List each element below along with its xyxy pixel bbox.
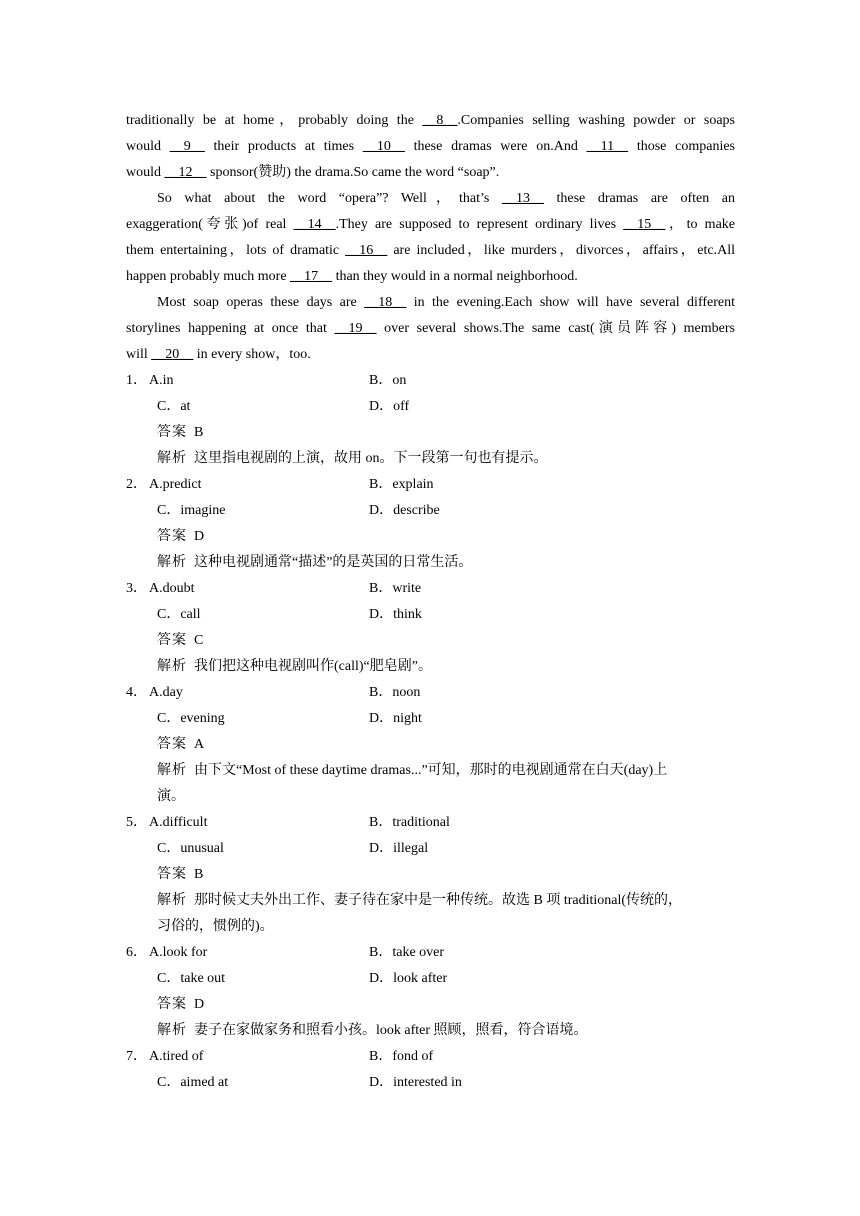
passage-line: will __20__ in every show，too. (126, 347, 311, 362)
analysis-text: 这种电视剧通常“描述”的是英国的日常生活。 (194, 555, 473, 570)
question-3-analysis (157, 654, 737, 680)
answer-value: D (194, 997, 205, 1012)
question-4-analysis (157, 758, 737, 810)
option-b: B．take over (369, 945, 445, 960)
analysis-text-continued: 习俗的，惯例的)。 (157, 919, 274, 934)
option-c: C．call (157, 607, 201, 622)
blank-11: __11__ (586, 139, 629, 154)
analysis-text: 由下文“Most of these daytime dramas...”可知，那时的电视剧通常在白天(day)上 (194, 763, 668, 778)
blank-19: __19__ (334, 321, 377, 336)
blank-14: __14__ (293, 217, 336, 232)
option-a: A.look for (149, 945, 208, 960)
answer-label: 答案 (157, 529, 187, 544)
option-d: D．night (369, 711, 422, 726)
question-6-options-cd (126, 966, 746, 992)
option-b: B．on (369, 373, 407, 388)
option-d: D．off (369, 399, 410, 414)
question-5-options-cd (126, 836, 746, 862)
option-d: D．describe (369, 503, 440, 518)
answer-value: A (194, 737, 205, 752)
analysis-text: 我们把这种电视剧叫作(call)“肥皂剧”。 (194, 659, 432, 674)
option-c: C．evening (157, 711, 225, 726)
question-3-options-ab (126, 576, 746, 602)
question-5-analysis (157, 888, 737, 940)
passage-line: So what about the word “opera”? Well，that’s __13__ these dramas are often an (157, 191, 736, 206)
question-number: 3． (126, 581, 147, 596)
blank-15: __15__ (623, 217, 666, 232)
option-b: B．write (369, 581, 422, 596)
blank-10: __10__ (362, 139, 405, 154)
analysis-label: 解析 (157, 893, 187, 908)
passage-line: would __9__ their products at times __10__ these dramas were on.And __11__ those companies (126, 139, 736, 154)
option-c: C．at (157, 399, 191, 414)
option-b: B．explain (369, 477, 434, 492)
option-a: A.predict (149, 477, 202, 492)
question-4-options-ab (126, 680, 746, 706)
question-7-options-cd (126, 1070, 746, 1096)
answer-label: 答案 (157, 425, 187, 440)
answer-label: 答案 (157, 867, 187, 882)
question-number: 5． (126, 815, 147, 830)
option-d: D．think (369, 607, 422, 622)
analysis-text-continued: 演。 (157, 789, 185, 804)
blank-17: __17__ (290, 269, 333, 284)
question-number: 7． (126, 1049, 147, 1064)
analysis-label: 解析 (157, 555, 187, 570)
option-b: B．traditional (369, 815, 450, 830)
passage-line: them entertaining，lots of dramatic __16__ are included，like murders，divorces，affairs，etc.All (126, 243, 735, 258)
blank-13: __13__ (501, 191, 544, 206)
blank-20: __20__ (151, 347, 194, 362)
option-a: A.doubt (149, 581, 195, 596)
passage-paragraph-2 (126, 186, 735, 290)
answer-value: B (194, 867, 204, 882)
question-4-options-cd (126, 706, 746, 732)
question-number: 4． (126, 685, 147, 700)
option-a: A.in (149, 373, 174, 388)
blank-16: __16__ (345, 243, 388, 258)
analysis-text: 那时候丈夫外出工作、妻子待在家中是一种传统。故选 B 项 traditional(传统的， (194, 893, 683, 908)
answer-label: 答案 (157, 737, 187, 752)
blank-8: __8__ (422, 113, 458, 128)
analysis-label: 解析 (157, 659, 187, 674)
question-5-options-ab (126, 810, 746, 836)
question-2-options-cd (126, 498, 746, 524)
option-d: D．illegal (369, 841, 429, 856)
blank-9: __9__ (169, 139, 205, 154)
question-1-options-cd (126, 394, 746, 420)
passage-line: would __12__ sponsor(赞助) the drama.So came the word “soap”. (126, 165, 500, 180)
option-d: D．look after (369, 971, 448, 986)
question-6-answer (126, 992, 746, 1018)
option-c: C．take out (157, 971, 226, 986)
blank-18: __18__ (364, 295, 407, 310)
question-7-options-ab (126, 1044, 746, 1070)
question-1-answer (126, 420, 746, 446)
passage-line: exaggeration(夸张)of real __14__.They are supposed to represent ordinary lives __15__，to make (126, 217, 736, 232)
question-1-analysis (157, 446, 737, 472)
analysis-label: 解析 (157, 1023, 187, 1038)
answer-value: C (194, 633, 204, 648)
answer-label: 答案 (157, 633, 187, 648)
analysis-text: 这里指电视剧的上演，故用 on。下一段第一句也有提示。 (194, 451, 548, 466)
option-c: C．unusual (157, 841, 224, 856)
answer-value: D (194, 529, 205, 544)
option-a: A.difficult (149, 815, 208, 830)
question-6-analysis (157, 1018, 737, 1044)
question-number: 6． (126, 945, 147, 960)
question-3-options-cd (126, 602, 746, 628)
option-a: A.day (149, 685, 183, 700)
question-4-answer (126, 732, 746, 758)
question-5-answer (126, 862, 746, 888)
option-d: D．interested in (369, 1075, 462, 1090)
option-b: B．fond of (369, 1049, 434, 1064)
question-3-answer (126, 628, 746, 654)
passage-line: Most soap operas these days are __18__ in the evening.Each show will have several different (157, 295, 735, 310)
question-2-analysis (157, 550, 737, 576)
question-number: 2． (126, 477, 147, 492)
passage-paragraph-3 (126, 290, 735, 368)
option-c: C．aimed at (157, 1075, 229, 1090)
passage-line: traditionally be at home，probably doing the __8__.Companies selling washing powder or soaps (126, 113, 735, 128)
question-2-answer (126, 524, 746, 550)
passage-paragraph-1 (126, 108, 735, 186)
analysis-label: 解析 (157, 763, 187, 778)
question-1-options-ab (126, 368, 746, 394)
question-number: 1． (126, 373, 147, 388)
option-c: C．imagine (157, 503, 226, 518)
question-6-options-ab (126, 940, 746, 966)
analysis-text: 妻子在家做家务和照看小孩。look after 照顾，照看，符合语境。 (194, 1023, 588, 1038)
option-a: A.tired of (149, 1049, 204, 1064)
passage-line: happen probably much more __17__ than they would in a normal neighborhood. (126, 269, 578, 284)
answer-value: B (194, 425, 204, 440)
answer-label: 答案 (157, 997, 187, 1012)
analysis-label: 解析 (157, 451, 187, 466)
passage-line: storylines happening at once that __19__ over several shows.The same cast(演员阵容) members (126, 321, 735, 336)
option-b: B．noon (369, 685, 421, 700)
blank-12: __12__ (164, 165, 207, 180)
question-2-options-ab (126, 472, 746, 498)
